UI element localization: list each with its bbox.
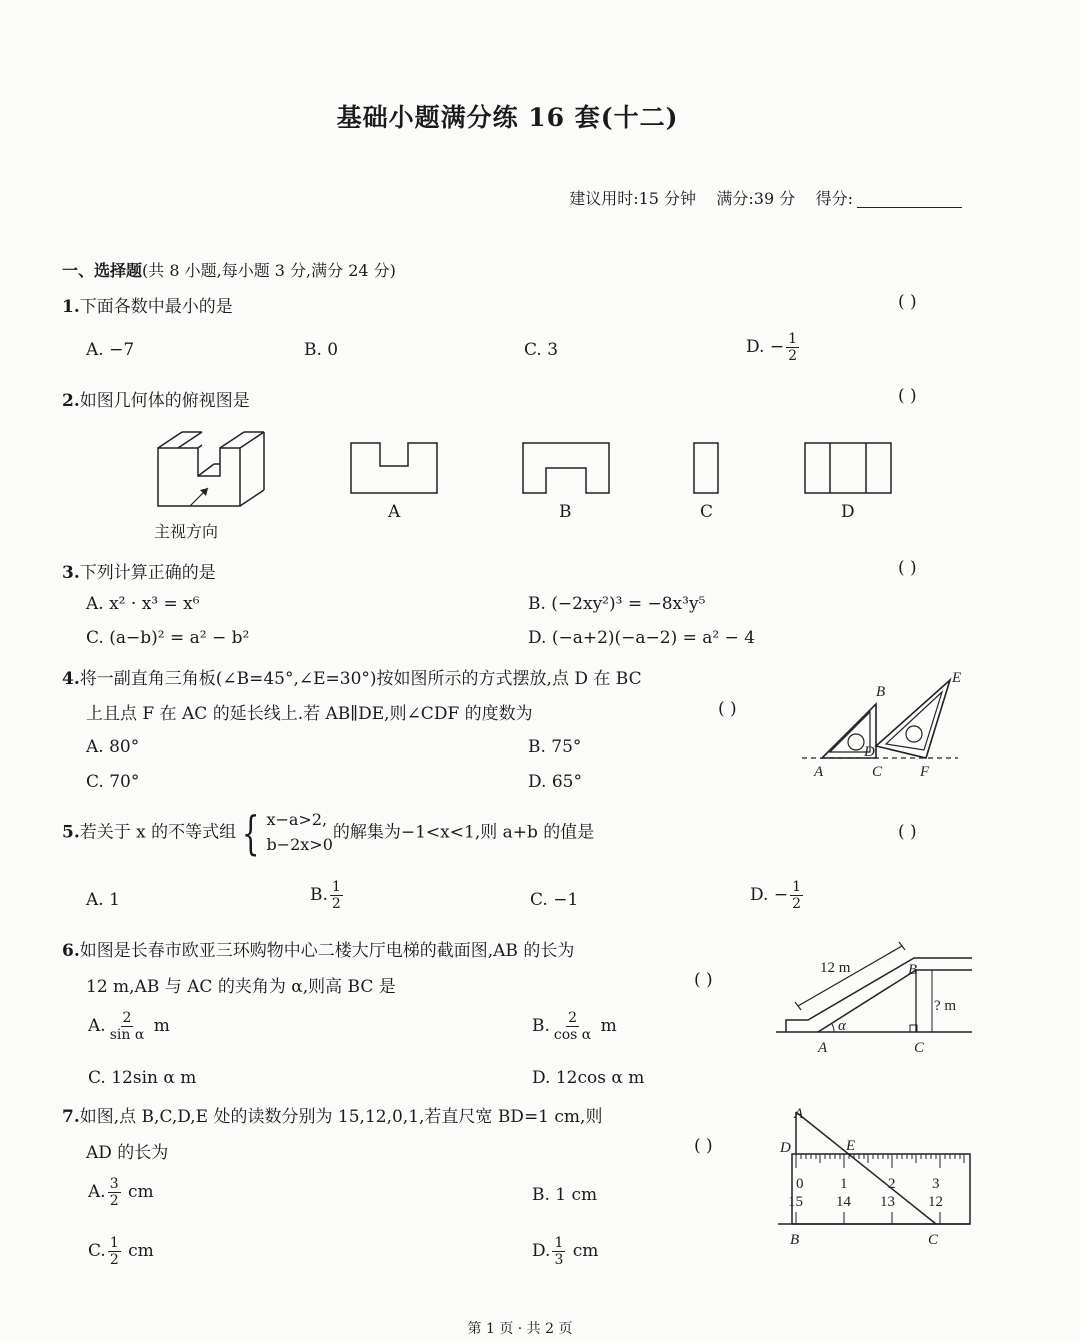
question-number: 6. xyxy=(62,941,80,961)
point-label-c: C xyxy=(928,1232,939,1248)
point-label-b: B xyxy=(790,1232,800,1248)
time-limit: 建议用时:15 分钟 xyxy=(569,189,697,208)
answer-paren: ( ) xyxy=(694,970,713,990)
option-a: A. 80° xyxy=(86,737,140,757)
fraction: $\frac{1}{3}$ xyxy=(554,1235,564,1269)
exam-meta xyxy=(569,186,962,209)
question-6-line2: 12 m,AB 与 AC 的夹角为 α,则高 BC 是 xyxy=(86,977,396,997)
fraction: $\frac{2}{\text{sin α}}$ xyxy=(109,1010,145,1044)
ruler-bottom-15: 15 xyxy=(788,1194,803,1210)
option-b: B. $\frac{1}{2}$ xyxy=(310,879,341,913)
fraction: $\frac{1}{2}$ xyxy=(331,879,341,913)
answer-paren: ( ) xyxy=(898,558,917,578)
option-a: A. 1 xyxy=(86,890,120,910)
point-label-e: E xyxy=(952,670,962,686)
score-label: 得分: xyxy=(815,189,853,208)
question-number: 4. xyxy=(62,669,80,689)
question-3 xyxy=(62,558,216,583)
ruler-bottom-14: 14 xyxy=(836,1194,851,1210)
view-a-label: A xyxy=(388,502,401,522)
option-d: D. 65° xyxy=(528,772,582,792)
option-c: C. (a−b)² = a² − b² xyxy=(86,628,250,648)
solid-figure xyxy=(150,426,280,516)
ruler-top-3: 3 xyxy=(932,1176,940,1192)
option-c: C. 12sin α m xyxy=(88,1068,197,1088)
question-text: 下列计算正确的是 xyxy=(79,563,216,583)
point-label-b: B xyxy=(908,962,918,978)
view-b-figure xyxy=(522,442,610,494)
inequality-system: { x−a>2, b−2x>0 xyxy=(242,805,333,860)
point-label-d: D xyxy=(780,1140,791,1156)
question-text-post: 的解集为−1<x<1,则 a+b 的值是 xyxy=(332,822,595,843)
question-number: 2. xyxy=(62,391,80,411)
option-d: D. − $\frac{1}{2}$ xyxy=(746,331,797,365)
option-d: D. $\frac{1}{3}$ cm xyxy=(532,1235,599,1269)
fraction: $\frac{1}{2}$ xyxy=(788,331,797,365)
question-number: 3. xyxy=(62,563,80,583)
option-c: C. −1 xyxy=(530,890,579,910)
answer-paren: ( ) xyxy=(694,1136,713,1156)
fraction: $\frac{2}{\text{cos α}}$ xyxy=(553,1010,592,1044)
question-text: 如图几何体的俯视图是 xyxy=(79,391,250,411)
page-title: 基础小题满分练 16 套(十二) xyxy=(336,103,679,132)
section-name: 一、选择题 xyxy=(62,261,143,280)
option-a: A. $\frac{3}{2}$ cm xyxy=(88,1176,154,1210)
option-c: C. 70° xyxy=(86,772,140,792)
option-b: B. $\frac{2}{\text{cos α}}$ m xyxy=(532,1010,617,1044)
escalator-figure xyxy=(776,940,976,1060)
view-c-label: C xyxy=(700,502,714,522)
option-b: B. 0 xyxy=(304,340,339,360)
option-b: B. 75° xyxy=(528,737,582,757)
option-a: A. x² · x³ = x⁶ xyxy=(86,594,200,614)
question-5 xyxy=(62,805,595,860)
option-d: D. (−a+2)(−a−2) = a² − 4 xyxy=(528,628,756,648)
option-b: B. 1 cm xyxy=(532,1185,598,1205)
point-label-a: A xyxy=(818,1040,828,1056)
ruler-bottom-13: 13 xyxy=(880,1194,895,1210)
view-b-label: B xyxy=(559,502,572,522)
view-direction-label: 主视方向 xyxy=(154,522,219,541)
option-a: A. −7 xyxy=(86,340,135,360)
answer-paren: ( ) xyxy=(898,822,917,842)
answer-paren: ( ) xyxy=(898,292,917,312)
ruler-figure xyxy=(776,1104,976,1250)
answer-paren: ( ) xyxy=(718,699,737,719)
option-a: A. $\frac{2}{\text{sin α}}$ m xyxy=(88,1010,170,1044)
point-label-c: C xyxy=(914,1040,925,1056)
triangles-figure xyxy=(800,666,970,782)
section-header xyxy=(62,258,396,281)
question-text: 下面各数中最小的是 xyxy=(79,297,233,317)
full-score: 满分:39 分 xyxy=(716,189,796,208)
view-d-label: D xyxy=(841,502,855,522)
question-7 xyxy=(62,1102,602,1127)
fraction: $\frac{1}{2}$ xyxy=(109,1235,119,1269)
point-label-b: B xyxy=(876,684,886,700)
ruler-top-2: 2 xyxy=(888,1176,896,1192)
option-c: C. $\frac{1}{2}$ cm xyxy=(88,1235,154,1269)
score-blank xyxy=(857,189,962,208)
question-number: 1. xyxy=(62,297,80,317)
question-4 xyxy=(62,664,642,689)
height-label: ? m xyxy=(934,998,957,1014)
question-7-line2: AD 的长为 xyxy=(86,1143,169,1163)
ruler-top-1: 1 xyxy=(840,1176,848,1192)
question-text: 如图,点 B,C,D,E 处的读数分别为 15,12,0,1,若直尺宽 BD=1 cm,则 xyxy=(79,1107,603,1127)
option-d: D. − $\frac{1}{2}$ xyxy=(750,879,801,913)
question-number: 5. xyxy=(62,822,80,843)
ruler-top-0: 0 xyxy=(796,1176,804,1192)
question-number: 7. xyxy=(62,1107,80,1127)
question-text: 将一副直角三角板(∠B=45°,∠E=30°)按如图所示的方式摆放,点 D 在 BC xyxy=(79,669,642,689)
point-label-a: A xyxy=(814,764,824,780)
option-c: C. 3 xyxy=(524,340,559,360)
question-2 xyxy=(62,386,250,411)
option-b: B. (−2xy²)³ = −8x³y⁵ xyxy=(528,594,706,614)
fraction: $\frac{1}{2}$ xyxy=(792,879,801,913)
section-desc: (共 8 小题,每小题 3 分,满分 24 分) xyxy=(142,261,396,280)
view-d-figure xyxy=(804,442,892,494)
question-text: 如图是长春市欧亚三环购物中心二楼大厅电梯的截面图,AB 的长为 xyxy=(79,941,575,961)
answer-paren: ( ) xyxy=(898,386,917,406)
alpha-label: α xyxy=(838,1018,846,1034)
question-1 xyxy=(62,292,233,317)
view-c-figure xyxy=(693,442,719,494)
point-label-d: D xyxy=(864,744,875,760)
length-label: 12 m xyxy=(820,960,851,976)
question-4-line2: 上且点 F 在 AC 的延长线上.若 AB∥DE,则∠CDF 的度数为 xyxy=(86,704,533,724)
view-a-figure xyxy=(350,442,438,494)
fraction: $\frac{3}{2}$ xyxy=(109,1176,119,1210)
page-footer: 第 1 页 · 共 2 页 xyxy=(467,1321,573,1337)
ruler-bottom-12: 12 xyxy=(928,1194,943,1210)
point-label-e: E xyxy=(846,1138,856,1154)
point-label-c: C xyxy=(872,764,883,780)
option-d: D. 12cos α m xyxy=(532,1068,645,1088)
point-label-f: F xyxy=(920,764,930,780)
question-6 xyxy=(62,936,574,961)
question-text-pre: 若关于 x 的不等式组 xyxy=(79,822,237,843)
point-label-a: A xyxy=(794,1106,804,1122)
